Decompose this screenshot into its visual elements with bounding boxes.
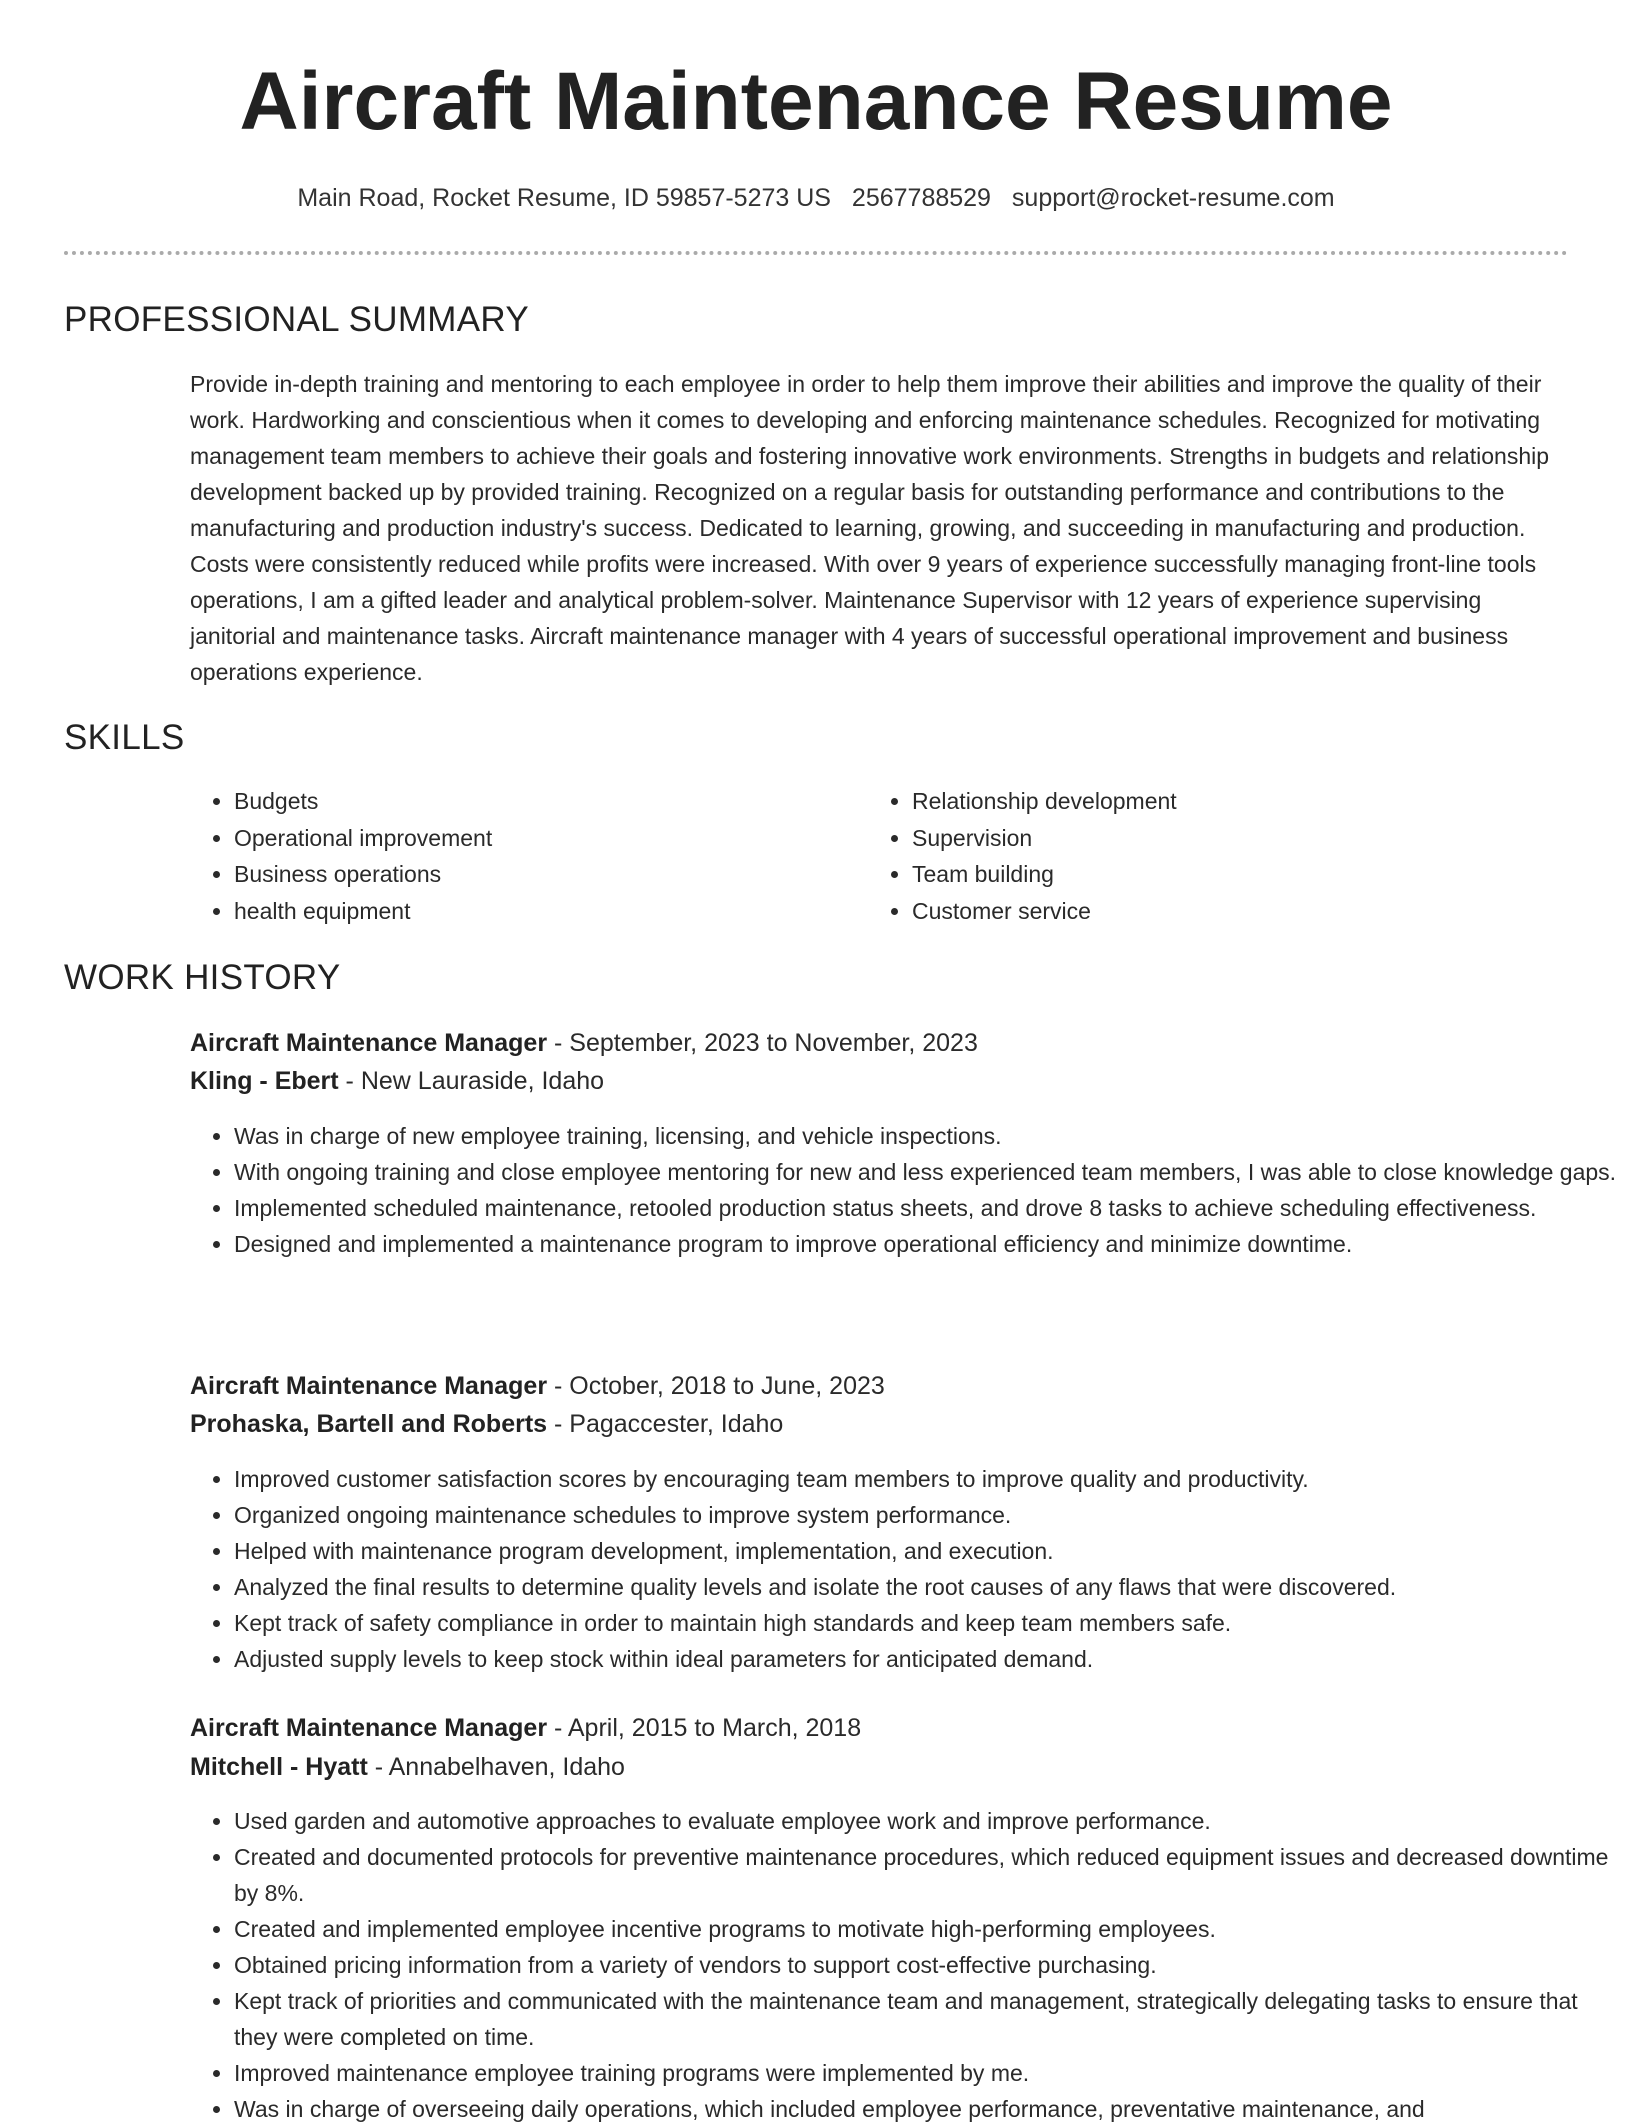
work-heading: WORK HISTORY — [64, 958, 341, 997]
job-company-line — [190, 1748, 625, 1786]
contact-address: Main Road, Rocket Resume, ID 59857-5273 US — [297, 184, 831, 212]
skill-item: • health equipment — [234, 893, 492, 930]
job-bullet: • Created and documented protocols for preventive maintenance procedures, which reduced equipment issues and decreased downtime by 8%. — [234, 1839, 1620, 1911]
skill-item: • Supervision — [912, 820, 1177, 857]
job-title: Aircraft Maintenance Manager — [190, 1714, 548, 1742]
skill-item: • Operational improvement — [234, 820, 492, 857]
job-bullet: • Adjusted supply levels to keep stock within ideal parameters for anticipated demand. — [234, 1641, 1620, 1677]
job-dates: - September, 2023 to November, 2023 — [547, 1029, 978, 1057]
skills-list-right — [868, 783, 1177, 929]
job-dates: - April, 2015 to March, 2018 — [547, 1714, 862, 1742]
job-bullet: • Improved maintenance employee training programs were implemented by me. — [234, 2055, 1620, 2091]
skill-item: • Team building — [912, 856, 1177, 893]
job-bullet: • Analyzed the final results to determine quality levels and isolate the root causes of any flaws that were discovered. — [234, 1569, 1620, 1605]
skill-item: • Customer service — [912, 893, 1177, 930]
job-title: Aircraft Maintenance Manager — [190, 1372, 548, 1400]
job-bullet: • With ongoing training and close employee mentoring for new and less experienced team members, I was able to close knowledge gaps. — [234, 1154, 1620, 1190]
job-bullet: • Kept track of safety compliance in order to maintain high standards and keep team members safe. — [234, 1605, 1620, 1641]
job-location: - Annabelhaven, Idaho — [367, 1753, 625, 1781]
job-company-line — [190, 1062, 604, 1100]
skill-item: • Relationship development — [912, 783, 1177, 820]
job-bullet: • Improved customer satisfaction scores by encouraging team members to improve quality and productivity. — [234, 1461, 1620, 1497]
job-company: Mitchell - Hyatt — [190, 1753, 368, 1781]
job-bullets — [190, 1461, 1620, 1677]
job-bullet: • Kept track of priorities and communicated with the maintenance team and management, strategically delegating tasks to ensure that they were completed on time. — [234, 1983, 1620, 2055]
contact-email: support@rocket-resume.com — [1011, 184, 1335, 212]
resume-title: Aircraft Maintenance Resume — [239, 56, 1393, 147]
summary-heading: PROFESSIONAL SUMMARY — [64, 300, 529, 339]
job-location: - New Lauraside, Idaho — [338, 1067, 605, 1095]
job-bullet: • Created and implemented employee incentive programs to motivate high-performing employees. — [234, 1911, 1620, 1947]
job-title-line — [190, 1709, 861, 1747]
job-bullet: • Organized ongoing maintenance schedules to improve system performance. — [234, 1497, 1620, 1533]
skills-list-left — [190, 783, 492, 929]
contact-phone: 2567788529 — [851, 184, 991, 212]
job-title-line — [190, 1367, 885, 1405]
header-divider — [64, 251, 1568, 255]
job-bullet: • Was in charge of overseeing daily operations, which included employee performance, preventative maintenance, and — [234, 2091, 1620, 2127]
job-bullet: • Used garden and automotive approaches to evaluate employee work and improve performance. — [234, 1803, 1620, 1839]
job-bullets — [190, 1803, 1620, 2127]
job-bullet: • Designed and implemented a maintenance program to improve operational efficiency and minimize downtime. — [234, 1226, 1620, 1262]
job-location: - Pagaccester, Idaho — [547, 1410, 784, 1438]
job-bullet: • Obtained pricing information from a variety of vendors to support cost-effective purchasing. — [234, 1947, 1620, 1983]
job-bullet: • Was in charge of new employee training, licensing, and vehicle inspections. — [234, 1118, 1620, 1154]
contact-line — [0, 180, 1632, 216]
skill-item: • Budgets — [234, 783, 492, 820]
job-bullet: • Helped with maintenance program development, implementation, and execution. — [234, 1533, 1620, 1569]
job-company: Prohaska, Bartell and Roberts — [190, 1410, 548, 1438]
job-company-line — [190, 1405, 783, 1443]
skills-heading: SKILLS — [64, 718, 185, 757]
job-dates: - October, 2018 to June, 2023 — [547, 1372, 885, 1400]
job-title-line — [190, 1024, 978, 1062]
summary-text: Provide in-depth training and mentoring to each employee in order to help them improve their abilities and improve the quality of their work. Hardworking and conscientious when it comes to developing and enforcing maintenance schedules. Recognized for motivating management team members to achieve their goals and fostering innovative work environments. Strengths in budgets and relationship development backed up by provided training. Recognized on a regular basis for outstanding performance and contributions to the manufacturing and production industry's success. Dedicated to learning, growing, and succeeding in manufacturing and production. Costs were consistently reduced while profits were increased. With over 9 years of experience successfully managing front-line tools operations, I am a gifted leader and analytical problem-solver. Maintenance Supervisor with 12 years of experience supervising janitorial and maintenance tasks. Aircraft maintenance manager with 4 years of successful operational improvement and business operations experience. — [190, 371, 1550, 685]
job-company: Kling - Ebert — [190, 1067, 339, 1095]
skill-item: • Business operations — [234, 856, 492, 893]
job-title: Aircraft Maintenance Manager — [190, 1029, 548, 1057]
job-bullet: • Implemented scheduled maintenance, retooled production status sheets, and drove 8 tasks to achieve scheduling effectiveness. — [234, 1190, 1620, 1226]
job-bullets — [190, 1118, 1620, 1262]
